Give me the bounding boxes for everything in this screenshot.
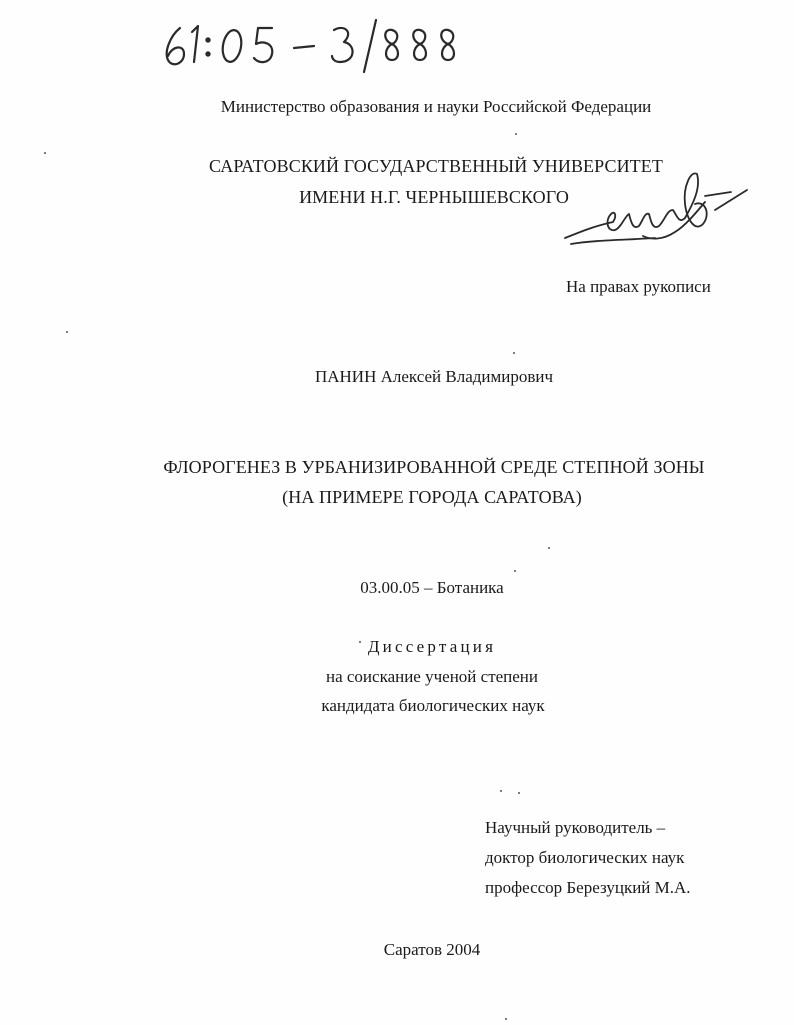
scan-speck <box>548 547 550 549</box>
dissertation-purpose: на соискание ученой степени <box>325 667 539 686</box>
university-name: САРАТОВСКИЙ ГОСУДАРСТВЕННЫЙ УНИВЕРСИТЕТ <box>209 156 663 176</box>
supervisor-degree: доктор биологических наук <box>485 848 685 867</box>
scan-speck <box>505 1018 507 1020</box>
scan-speck <box>500 790 502 792</box>
dissertation-title-line-1: ФЛОРОГЕНЕЗ В УРБАНИЗИРОВАННОЙ СРЕДЕ СТЕПНОЙ ЗОНЫ <box>163 457 705 477</box>
supervisor-title: Научный руководитель – <box>485 818 666 837</box>
scan-speck <box>518 792 520 794</box>
scan-speck <box>66 331 68 333</box>
supervisor-name: профессор Березуцкий М.А. <box>485 878 691 897</box>
dissertation-degree: кандидата биологических наук <box>321 696 545 715</box>
handwritten-registration-number <box>160 14 480 74</box>
specialty-code: 03.00.05 – Ботаника <box>360 578 504 597</box>
scan-speck <box>515 133 517 135</box>
scan-speck <box>44 152 46 154</box>
handwritten-signature <box>555 160 755 255</box>
scan-speck <box>359 641 361 643</box>
scan-speck <box>514 570 516 572</box>
university-named-after: ИМЕНИ Н.Г. ЧЕРНЫШЕВСКОГО <box>299 187 569 207</box>
handwritten-number-text <box>0 0 1 1</box>
scan-speck <box>513 352 515 354</box>
dissertation-label: Диссертация <box>367 637 497 656</box>
dissertation-title-line-2: (НА ПРИМЕРЕ ГОРОДА САРАТОВА) <box>282 487 582 507</box>
rights-note: На правах рукописи <box>566 277 711 296</box>
place-and-year: Саратов 2004 <box>383 940 481 959</box>
signature-label <box>0 0 1 1</box>
author-name: ПАНИН Алексей Владимирович <box>314 367 554 386</box>
ministry-line: Министерство образования и науки Российской Федерации <box>220 97 652 116</box>
